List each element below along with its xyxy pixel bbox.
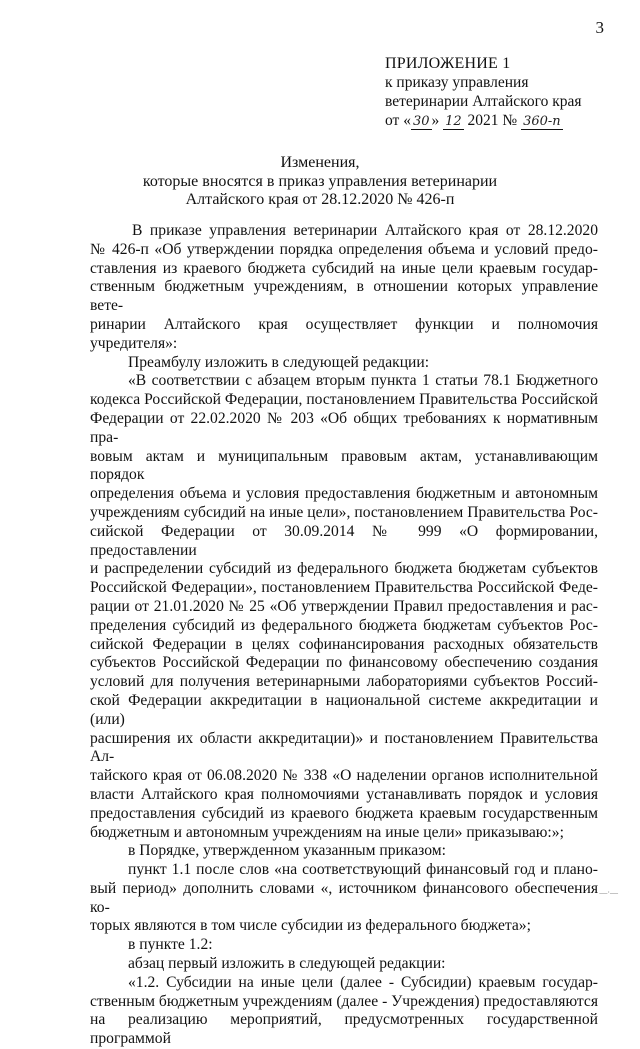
paragraph-line: Российской Федерации», постановлением Правительства Российской Феде-	[90, 579, 598, 597]
paragraph-line: бюджетным и автономным учреждениям на иные цели» приказываю:»;	[90, 823, 564, 841]
appendix-line-order: к приказу управления	[385, 74, 529, 91]
paragraph-line: «В соответствии с абзацем вторым пункта 1 статьи 78.1 Бюджетного	[128, 372, 598, 390]
paragraph-line: абзац первый изложить в следующей редакции:	[128, 955, 446, 973]
paragraph-line: Федерации от 22.02.2020 № 203 «Об общих требованиях к нормативным пра-	[90, 409, 598, 446]
handwritten-month: 12	[445, 114, 462, 129]
paragraph-line: пределения субсидий из федерального бюджета бюджетам субъектов Рос-	[90, 616, 598, 634]
date-year: 2021 №	[463, 112, 518, 129]
paragraph-line: ринарии Алтайского края осуществляет функции и полномочия учредителя»:	[90, 315, 598, 352]
date-prefix: от «	[385, 112, 411, 129]
appendix-title: ПРИЛОЖЕНИЕ 1	[385, 55, 511, 72]
appendix-date-line	[385, 111, 620, 130]
heading-line: Изменения,	[280, 154, 360, 171]
paragraph-line: вый период» дополнить словами «, источником финансового обеспечения ко-	[90, 879, 598, 916]
paragraph-line: рации от 21.01.2020 № 25 «Об утверждении Правил предоставления и рас-	[90, 597, 598, 615]
paragraph-line: и распределении субсидий из федерального бюджета бюджетам субъектов	[90, 560, 598, 578]
paragraph-line: сийской Федерации от 30.09.2014 № 999 «О формировании, предоставлении	[90, 522, 598, 559]
page-number: 3	[595, 18, 604, 37]
paragraph-line: на реализацию мероприятий, предусмотренных государственной программой	[90, 1011, 598, 1048]
appendix-block	[385, 54, 620, 130]
paragraph-line: власти Алтайского края полномочиями устанавливать порядок и условия	[90, 785, 598, 803]
paragraph-line: предоставления субсидий из краевого бюджета краевым государственным	[90, 804, 598, 822]
paragraph-line: «1.2. Субсидии на иные цели (далее - Субсидии) краевым государ-	[128, 973, 598, 991]
paragraph-line: В приказе управления ветеринарии Алтайского края от 28.12.2020	[132, 222, 598, 239]
heading-line: Алтайского края от 28.12.2020 № 426-п	[185, 191, 455, 208]
paragraph-line: условий для получения ветеринарными лабораториями субъектов Россий-	[90, 673, 598, 691]
heading-line: которые вносятся в приказ управления ветеринарии	[142, 172, 498, 190]
paragraph-line: ственным бюджетным учреждениям (далее - Учреждения) предоставляются	[90, 992, 598, 1010]
paragraph-line: определения объема и условия предоставления бюджетным и автономным	[90, 485, 598, 503]
paragraph-line: № 426-п «Об утверждении порядка определения объема и условий предо-	[90, 240, 598, 258]
paragraph-line: субъектов Российской Федерации по финансовому обеспечению создания	[90, 654, 598, 672]
paragraph-line: пункт 1.1 после слов «на соответствующий финансовый год и плано-	[128, 861, 598, 879]
document-heading	[0, 154, 640, 210]
paragraph-line: расширения их области аккредитации)» и постановлением Правительства Ал-	[90, 729, 598, 766]
handwritten-order-number: 360-п	[523, 114, 561, 129]
paragraph-line: сийской Федерации в целях софинансирования расходных обязательств	[90, 635, 598, 653]
paragraph-line: в Порядке, утвержденном указанным приказом:	[128, 842, 446, 860]
paragraph-line: ственным бюджетным учреждениям, в отношении которых управление вете-	[90, 278, 598, 315]
paragraph-line: ской Федерации аккредитации в национальной системе аккредитации и (или)	[90, 691, 598, 728]
paragraph-line: ставления из краевого бюджета субсидий на иные цели краевым государ-	[90, 259, 598, 277]
paragraph-line: Преамбулу изложить в следующей редакции:	[128, 353, 430, 371]
handwritten-day: 30	[412, 114, 430, 129]
corner-mark: —·—	[599, 888, 618, 897]
date-mid: »	[431, 112, 444, 129]
appendix-line-department: ветеринарии Алтайского края	[385, 93, 582, 110]
document-body	[90, 222, 598, 1049]
paragraph-line: торых являются в том числе субсидии из федерального бюджета»;	[90, 917, 531, 935]
paragraph-line: вовым актам и муниципальным правовым актам, устанавливающим порядок	[90, 447, 598, 484]
paragraph-line: тайского края от 06.08.2020 № 338 «О наделении органов исполнительной	[90, 767, 598, 785]
paragraph-line: учреждениям субсидий на иные цели», постановлением Правительства Рос-	[90, 503, 598, 521]
paragraph-line: в пункте 1.2:	[128, 936, 213, 954]
paragraph-line: кодекса Российской Федерации, постановлением Правительства Российской	[90, 391, 598, 409]
